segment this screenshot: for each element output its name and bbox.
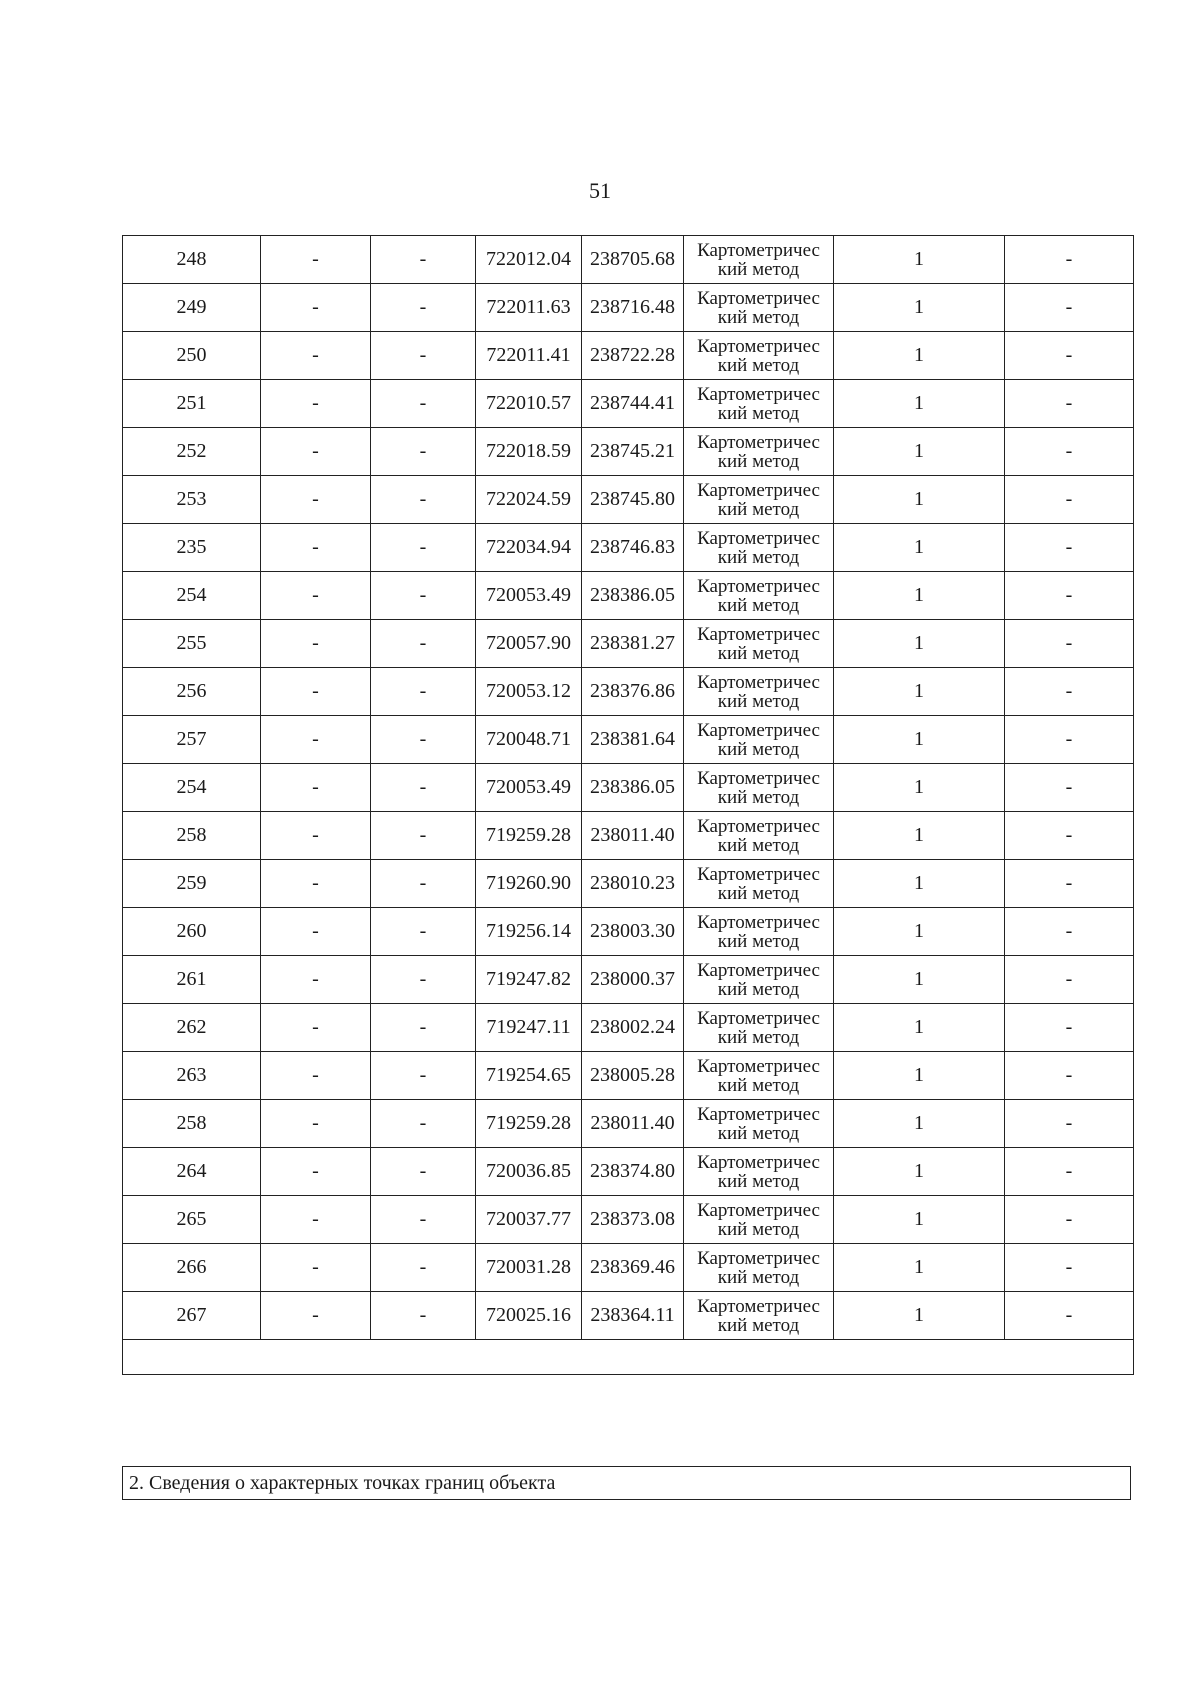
point-number-cell: 252 <box>123 428 261 476</box>
y-coordinate-cell: 238744.41 <box>582 380 684 428</box>
accuracy-cell: 1 <box>834 668 1005 716</box>
accuracy-cell: 1 <box>834 380 1005 428</box>
x-coordinate-cell: 722011.41 <box>476 332 582 380</box>
accuracy-cell: 1 <box>834 332 1005 380</box>
accuracy-cell: 1 <box>834 572 1005 620</box>
table-row <box>123 1196 1134 1244</box>
point-number-cell: 235 <box>123 524 261 572</box>
description-cell: - <box>1005 668 1134 716</box>
y-coordinate-cell: 238376.86 <box>582 668 684 716</box>
table-row <box>123 716 1134 764</box>
method-cell: Картометричес кий метод <box>684 1100 834 1148</box>
description-cell: - <box>1005 1004 1134 1052</box>
method-cell: Картометричес кий метод <box>684 476 834 524</box>
old-y-cell: - <box>371 668 476 716</box>
old-x-cell: - <box>261 572 371 620</box>
point-number-cell: 254 <box>123 572 261 620</box>
old-x-cell: - <box>261 380 371 428</box>
x-coordinate-cell: 722034.94 <box>476 524 582 572</box>
old-y-cell: - <box>371 764 476 812</box>
y-coordinate-cell: 238364.11 <box>582 1292 684 1340</box>
method-cell: Картометричес кий метод <box>684 380 834 428</box>
point-number-cell: 264 <box>123 1148 261 1196</box>
accuracy-cell: 1 <box>834 428 1005 476</box>
accuracy-cell: 1 <box>834 716 1005 764</box>
old-x-cell: - <box>261 812 371 860</box>
method-cell: Картометричес кий метод <box>684 1052 834 1100</box>
accuracy-cell: 1 <box>834 1148 1005 1196</box>
old-y-cell: - <box>371 1244 476 1292</box>
method-cell: Картометричес кий метод <box>684 1148 834 1196</box>
old-x-cell: - <box>261 1148 371 1196</box>
boundary-points-table-body <box>123 236 1134 1340</box>
x-coordinate-cell: 719259.28 <box>476 812 582 860</box>
table-row <box>123 332 1134 380</box>
description-cell: - <box>1005 764 1134 812</box>
old-y-cell: - <box>371 236 476 284</box>
old-y-cell: - <box>371 956 476 1004</box>
table-row <box>123 572 1134 620</box>
table-row <box>123 1292 1134 1340</box>
table-row <box>123 524 1134 572</box>
table-row <box>123 668 1134 716</box>
x-coordinate-cell: 720048.71 <box>476 716 582 764</box>
boundary-points-table <box>122 235 1134 1375</box>
x-coordinate-cell: 719247.11 <box>476 1004 582 1052</box>
old-x-cell: - <box>261 716 371 764</box>
x-coordinate-cell: 719256.14 <box>476 908 582 956</box>
accuracy-cell: 1 <box>834 1100 1005 1148</box>
accuracy-cell: 1 <box>834 1052 1005 1100</box>
old-x-cell: - <box>261 1004 371 1052</box>
x-coordinate-cell: 720031.28 <box>476 1244 582 1292</box>
x-coordinate-cell: 719254.65 <box>476 1052 582 1100</box>
method-cell: Картометричес кий метод <box>684 236 834 284</box>
table-row <box>123 1052 1134 1100</box>
y-coordinate-cell: 238381.64 <box>582 716 684 764</box>
x-coordinate-cell: 719247.82 <box>476 956 582 1004</box>
accuracy-cell: 1 <box>834 908 1005 956</box>
method-cell: Картометричес кий метод <box>684 1004 834 1052</box>
method-cell: Картометричес кий метод <box>684 620 834 668</box>
accuracy-cell: 1 <box>834 860 1005 908</box>
method-cell: Картометричес кий метод <box>684 1292 834 1340</box>
point-number-cell: 257 <box>123 716 261 764</box>
table-empty-row <box>123 1340 1134 1375</box>
y-coordinate-cell: 238746.83 <box>582 524 684 572</box>
point-number-cell: 251 <box>123 380 261 428</box>
description-cell: - <box>1005 524 1134 572</box>
description-cell: - <box>1005 908 1134 956</box>
description-cell: - <box>1005 284 1134 332</box>
table-row <box>123 428 1134 476</box>
old-y-cell: - <box>371 572 476 620</box>
point-number-cell: 255 <box>123 620 261 668</box>
x-coordinate-cell: 720053.49 <box>476 764 582 812</box>
method-cell: Картометричес кий метод <box>684 716 834 764</box>
old-y-cell: - <box>371 428 476 476</box>
point-number-cell: 250 <box>123 332 261 380</box>
point-number-cell: 267 <box>123 1292 261 1340</box>
x-coordinate-cell: 719260.90 <box>476 860 582 908</box>
old-y-cell: - <box>371 716 476 764</box>
y-coordinate-cell: 238705.68 <box>582 236 684 284</box>
description-cell: - <box>1005 572 1134 620</box>
method-cell: Картометричес кий метод <box>684 572 834 620</box>
accuracy-cell: 1 <box>834 1292 1005 1340</box>
description-cell: - <box>1005 236 1134 284</box>
point-number-cell: 260 <box>123 908 261 956</box>
point-number-cell: 265 <box>123 1196 261 1244</box>
description-cell: - <box>1005 716 1134 764</box>
y-coordinate-cell: 238369.46 <box>582 1244 684 1292</box>
old-x-cell: - <box>261 668 371 716</box>
description-cell: - <box>1005 476 1134 524</box>
accuracy-cell: 1 <box>834 812 1005 860</box>
old-y-cell: - <box>371 284 476 332</box>
old-x-cell: - <box>261 620 371 668</box>
old-x-cell: - <box>261 764 371 812</box>
accuracy-cell: 1 <box>834 1196 1005 1244</box>
old-x-cell: - <box>261 332 371 380</box>
method-cell: Картометричес кий метод <box>684 1244 834 1292</box>
table-row <box>123 380 1134 428</box>
method-cell: Картометричес кий метод <box>684 908 834 956</box>
old-x-cell: - <box>261 1292 371 1340</box>
description-cell: - <box>1005 1292 1134 1340</box>
accuracy-cell: 1 <box>834 764 1005 812</box>
y-coordinate-cell: 238373.08 <box>582 1196 684 1244</box>
old-y-cell: - <box>371 1004 476 1052</box>
accuracy-cell: 1 <box>834 956 1005 1004</box>
old-x-cell: - <box>261 1196 371 1244</box>
method-cell: Картометричес кий метод <box>684 428 834 476</box>
old-y-cell: - <box>371 524 476 572</box>
description-cell: - <box>1005 428 1134 476</box>
table-empty-cell <box>123 1340 1134 1375</box>
accuracy-cell: 1 <box>834 476 1005 524</box>
old-x-cell: - <box>261 956 371 1004</box>
description-cell: - <box>1005 620 1134 668</box>
description-cell: - <box>1005 1100 1134 1148</box>
description-cell: - <box>1005 1244 1134 1292</box>
x-coordinate-cell: 722018.59 <box>476 428 582 476</box>
old-x-cell: - <box>261 1100 371 1148</box>
table-row <box>123 860 1134 908</box>
x-coordinate-cell: 720025.16 <box>476 1292 582 1340</box>
table-row <box>123 476 1134 524</box>
old-y-cell: - <box>371 812 476 860</box>
x-coordinate-cell: 720053.49 <box>476 572 582 620</box>
method-cell: Картометричес кий метод <box>684 812 834 860</box>
old-y-cell: - <box>371 1196 476 1244</box>
method-cell: Картометричес кий метод <box>684 1196 834 1244</box>
method-cell: Картометричес кий метод <box>684 524 834 572</box>
old-x-cell: - <box>261 1244 371 1292</box>
old-y-cell: - <box>371 860 476 908</box>
table-row <box>123 1004 1134 1052</box>
x-coordinate-cell: 720036.85 <box>476 1148 582 1196</box>
y-coordinate-cell: 238386.05 <box>582 572 684 620</box>
old-x-cell: - <box>261 524 371 572</box>
y-coordinate-cell: 238722.28 <box>582 332 684 380</box>
description-cell: - <box>1005 1196 1134 1244</box>
old-x-cell: - <box>261 236 371 284</box>
old-y-cell: - <box>371 620 476 668</box>
description-cell: - <box>1005 1052 1134 1100</box>
x-coordinate-cell: 719259.28 <box>476 1100 582 1148</box>
x-coordinate-cell: 720037.77 <box>476 1196 582 1244</box>
accuracy-cell: 1 <box>834 524 1005 572</box>
table-row <box>123 1148 1134 1196</box>
table-row <box>123 1244 1134 1292</box>
point-number-cell: 249 <box>123 284 261 332</box>
old-y-cell: - <box>371 476 476 524</box>
point-number-cell: 256 <box>123 668 261 716</box>
y-coordinate-cell: 238000.37 <box>582 956 684 1004</box>
old-y-cell: - <box>371 380 476 428</box>
method-cell: Картометричес кий метод <box>684 284 834 332</box>
method-cell: Картометричес кий метод <box>684 956 834 1004</box>
x-coordinate-cell: 722010.57 <box>476 380 582 428</box>
accuracy-cell: 1 <box>834 620 1005 668</box>
table-row <box>123 764 1134 812</box>
point-number-cell: 266 <box>123 1244 261 1292</box>
accuracy-cell: 1 <box>834 284 1005 332</box>
old-y-cell: - <box>371 1052 476 1100</box>
accuracy-cell: 1 <box>834 236 1005 284</box>
table-row <box>123 812 1134 860</box>
x-coordinate-cell: 722024.59 <box>476 476 582 524</box>
old-x-cell: - <box>261 860 371 908</box>
description-cell: - <box>1005 380 1134 428</box>
old-y-cell: - <box>371 1148 476 1196</box>
description-cell: - <box>1005 812 1134 860</box>
y-coordinate-cell: 238011.40 <box>582 1100 684 1148</box>
y-coordinate-cell: 238745.80 <box>582 476 684 524</box>
description-cell: - <box>1005 860 1134 908</box>
old-y-cell: - <box>371 1100 476 1148</box>
method-cell: Картометричес кий метод <box>684 668 834 716</box>
table-row <box>123 284 1134 332</box>
y-coordinate-cell: 238374.80 <box>582 1148 684 1196</box>
y-coordinate-cell: 238745.21 <box>582 428 684 476</box>
method-cell: Картометричес кий метод <box>684 764 834 812</box>
old-y-cell: - <box>371 1292 476 1340</box>
old-x-cell: - <box>261 1052 371 1100</box>
table-row <box>123 956 1134 1004</box>
y-coordinate-cell: 238716.48 <box>582 284 684 332</box>
point-number-cell: 263 <box>123 1052 261 1100</box>
point-number-cell: 262 <box>123 1004 261 1052</box>
table-row <box>123 1100 1134 1148</box>
y-coordinate-cell: 238005.28 <box>582 1052 684 1100</box>
point-number-cell: 254 <box>123 764 261 812</box>
accuracy-cell: 1 <box>834 1004 1005 1052</box>
y-coordinate-cell: 238011.40 <box>582 812 684 860</box>
y-coordinate-cell: 238386.05 <box>582 764 684 812</box>
y-coordinate-cell: 238010.23 <box>582 860 684 908</box>
x-coordinate-cell: 722011.63 <box>476 284 582 332</box>
page-number: 51 <box>589 178 611 203</box>
old-x-cell: - <box>261 428 371 476</box>
description-cell: - <box>1005 956 1134 1004</box>
description-cell: - <box>1005 332 1134 380</box>
method-cell: Картометричес кий метод <box>684 860 834 908</box>
x-coordinate-cell: 720053.12 <box>476 668 582 716</box>
table-row <box>123 236 1134 284</box>
section-heading: 2. Сведения о характерных точках границ объекта <box>122 1466 1131 1500</box>
table-row <box>123 908 1134 956</box>
old-x-cell: - <box>261 908 371 956</box>
table-row <box>123 620 1134 668</box>
point-number-cell: 261 <box>123 956 261 1004</box>
x-coordinate-cell: 722012.04 <box>476 236 582 284</box>
y-coordinate-cell: 238003.30 <box>582 908 684 956</box>
x-coordinate-cell: 720057.90 <box>476 620 582 668</box>
y-coordinate-cell: 238381.27 <box>582 620 684 668</box>
point-number-cell: 248 <box>123 236 261 284</box>
old-x-cell: - <box>261 284 371 332</box>
point-number-cell: 253 <box>123 476 261 524</box>
accuracy-cell: 1 <box>834 1244 1005 1292</box>
y-coordinate-cell: 238002.24 <box>582 1004 684 1052</box>
point-number-cell: 258 <box>123 812 261 860</box>
point-number-cell: 258 <box>123 1100 261 1148</box>
old-y-cell: - <box>371 908 476 956</box>
description-cell: - <box>1005 1148 1134 1196</box>
point-number-cell: 259 <box>123 860 261 908</box>
method-cell: Картометричес кий метод <box>684 332 834 380</box>
old-y-cell: - <box>371 332 476 380</box>
old-x-cell: - <box>261 476 371 524</box>
